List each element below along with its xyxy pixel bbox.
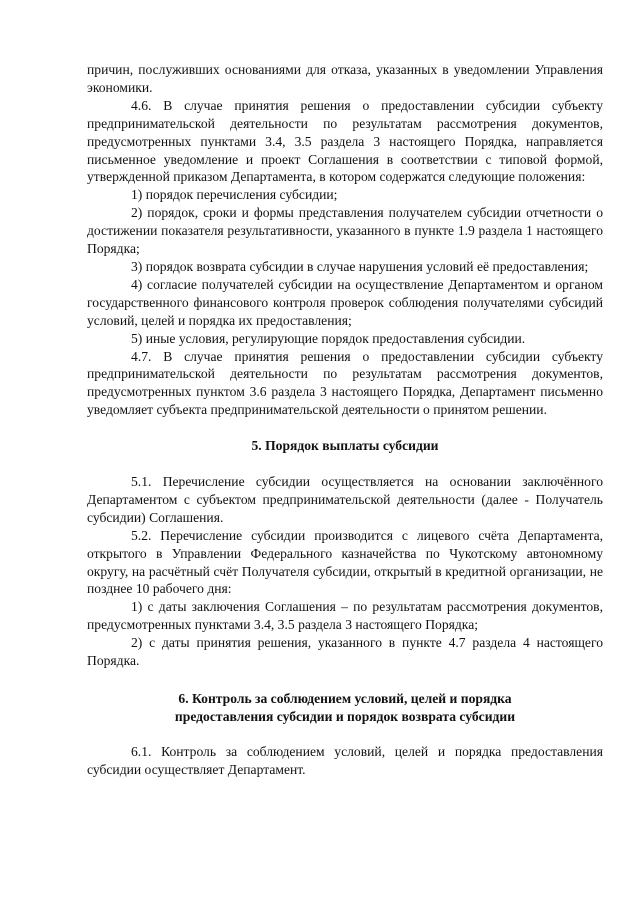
paragraph-4-7: 4.7. В случае принятия решения о предоставлении субсидии субъекту предпринимательской деятельности по результатам рассмотрения документов, предусмотренных пунктом 3.6 раздела 3 настоящего Порядка, Департамент письменно уведомляет субъекта предпринимательской деятельности о принятом решении. xyxy=(87,348,603,418)
paragraph-4-6: 4.6. В случае принятия решения о предоставлении субсидии субъекту предпринимательской деятельности по результатам рассмотрения документов, предусмотренных пунктами 3.4, 3.5 раздела 3 настоящего Порядка, направляется письменное уведомление и проект Соглашения в соответствии с типовой формой, утвержденной приказом Департамента, в котором содержатся следующие положения: xyxy=(87,97,603,185)
paragraph-continuation: причин, послуживших основаниями для отказа, указанных в уведомлении Управления экономики. xyxy=(87,62,603,95)
list-item-3: 3) порядок возврата субсидии в случае нарушения условий её предоставления; xyxy=(131,258,589,274)
section-heading-6 xyxy=(87,690,603,726)
list-item-1: 1) порядок перечисления субсидии; xyxy=(131,187,338,203)
document-page xyxy=(87,61,603,779)
list-item-4: 4) согласие получателей субсидии на осуществление Департаментом и органом государственного финансового контроля проверок соблюдения получателями субсидий условий, целей и порядка их предоставления; xyxy=(87,276,603,328)
paragraph-6-1: 6.1. Контроль за соблюдением условий, целей и порядка предоставления субсидии осуществляет Департамент. xyxy=(87,743,603,777)
list-item-5: 5) иные условия, регулирующие порядок предоставления субсидии. xyxy=(131,330,526,346)
section-heading-5: 5. Порядок выплаты субсидии xyxy=(251,438,439,454)
paragraph-5-1: 5.1. Перечисление субсидии осуществляется на основании заключённого Департаментом с субъектом предпринимательской деятельности (далее - Получатель субсидии) Соглашения. xyxy=(87,474,603,525)
section-heading-6-line-1: 6. Контроль за соблюдением условий, целей и порядка xyxy=(178,691,512,706)
section-heading-6-line-2: предоставления субсидии и порядок возврата субсидии xyxy=(174,708,516,724)
list-item-2: 2) порядок, сроки и формы представления получателем субсидии отчетности о достижении показателя результативности, указанного в пункте 1.9 раздела 1 настоящего Порядка; xyxy=(87,205,603,257)
paragraph-5-2: 5.2. Перечисление субсидии производится с лицевого счёта Департамента, открытого в Управлении Федерального казначейства по Чукотскому автономному округу, на расчётный счёт Получателя субсидии, открытый в кредитной организации, не позднее 10 рабочего дня: xyxy=(87,527,603,597)
list-item-5-2-1: 1) с даты заключения Соглашения – по результатам рассмотрения документов, предусмотренных пунктами 3.4, 3.5 раздела 3 настоящего Порядка; xyxy=(87,599,603,633)
list-item-5-2-2: 2) с даты принятия решения, указанного в пункте 4.7 раздела 4 настоящего Порядка. xyxy=(87,635,603,669)
